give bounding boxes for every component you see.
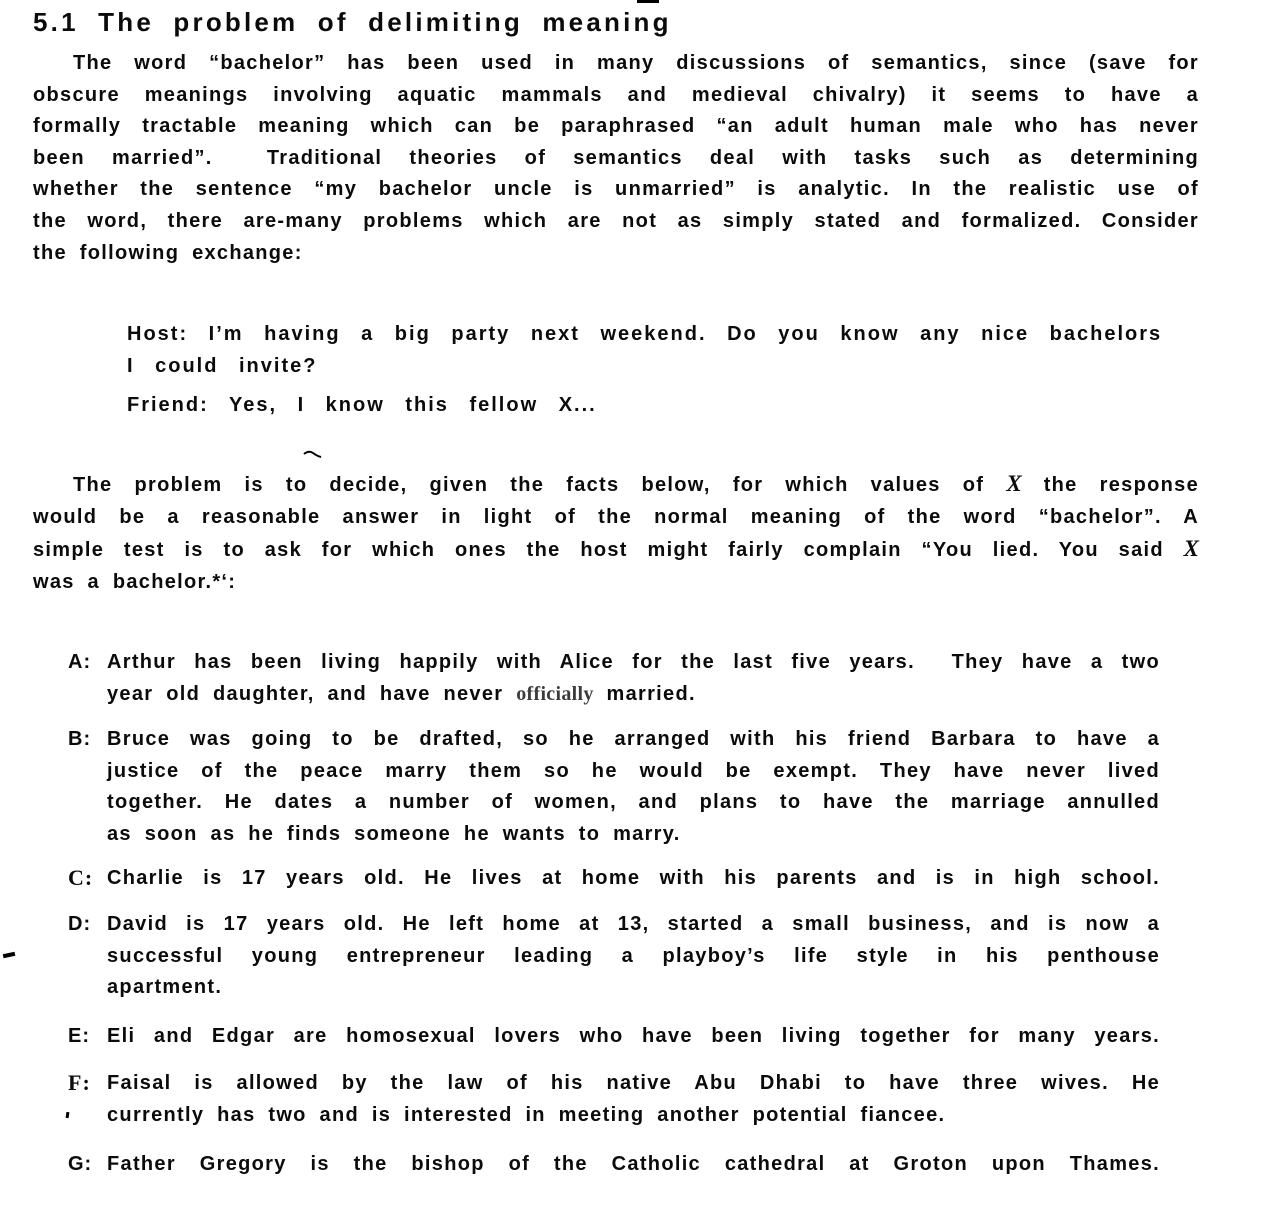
text-line: would be a reasonable answer in light of the normal meaning of the word “bachelor”. A [33,505,1199,528]
text-line [33,533,1199,567]
text-line: the following exchange: [33,241,303,264]
list-item-b [68,724,1160,850]
scan-artifact-tilde [303,446,323,456]
item-text [107,724,1160,850]
text-line: been married”. Traditional theories of semantics deal with tasks such as determining [33,146,1199,169]
item-text [107,1021,1160,1053]
text-line: currently has two and is interested in meeting another potential fiancee. [107,1103,946,1126]
text-segment: year old daughter, and have never [107,682,517,705]
officially-word: officially [516,682,594,705]
item-text [107,863,1160,895]
text-segment: married. [593,682,696,705]
text-line: Arthur has been living happily with Alice for the last five years. They have a two [107,651,1160,673]
host-line-1: Host: I’m having a big party next weekend. Do you know any nice bachelors [127,323,1163,345]
text-line: whether the sentence “my bachelor uncle is unmarried” is analytic. In the realistic use of [33,178,1199,201]
item-label-g: G: [68,1153,93,1175]
text-line: The word “bachelor” has been used in many discussions of semantics, since (save for [73,52,1199,74]
list-item-c [68,863,1160,895]
text-line: apartment. [107,976,223,999]
paragraph-intro [33,48,1199,269]
text-line [33,468,1199,502]
item-text [107,647,1160,710]
item-text [107,909,1160,1004]
text-line: as soon as he finds someone he wants to marry. [107,822,681,845]
item-label-d: D: [68,913,92,935]
item-label-e: E: [68,1025,90,1047]
text-line: Charlie is 17 years old. He lives at home with his parents and is in high school. [107,867,1160,889]
scan-artifact-margin-dash [3,952,15,958]
text-line: Faisal is allowed by the law of his native Abu Dhabi to have three wives. He [107,1072,1160,1094]
text-line: was a bachelor.*‘: [33,570,237,593]
tilde-mark-icon [303,449,323,459]
paragraph-problem [33,468,1199,598]
text-segment: the response [1021,474,1199,496]
list-item-e [68,1021,1160,1053]
host-line-2: I could invite? [127,355,318,377]
dialogue-block [127,318,1167,421]
text-line: together. He dates a number of women, and plans to have the marriage annulled [107,791,1160,814]
item-label-a: A: [68,651,92,673]
item-label-c: C: [68,865,94,890]
text-line: justice of the peace marry them so he would be exempt. They have never lived [107,759,1160,782]
text-line: David is 17 years old. He left home at 13, started a small business, and is now a [107,913,1160,935]
friend-line: Friend: Yes, I know this fellow X... [127,394,597,416]
list-item-f [68,1068,1160,1131]
text-segment: The problem is to decide, given the facts below, for which values of [73,474,1007,496]
item-text [107,1149,1160,1181]
list-item-a [68,647,1160,710]
text-segment: simple test is to ask for which ones the host might fairly complain “You lied. You said [33,539,1184,562]
item-label-b: B: [68,728,92,750]
variable-x: X [1006,471,1022,496]
item-text [107,1068,1160,1131]
scan-artifact-top-edge [637,0,659,3]
section-heading: 5.1 The problem of delimiting meaning [33,7,672,37]
text-line: Father Gregory is the bishop of the Catholic cathedral at Groton upon Thames. [107,1153,1160,1175]
text-line [107,679,1160,711]
list-item-d [68,909,1160,1004]
text-line: obscure meanings involving aquatic mammals and medieval chivalry) it seems to have a [33,83,1199,106]
text-line: Eli and Edgar are homosexual lovers who have been living together for many years. [107,1025,1160,1047]
text-line: successful young entrepreneur leading a playboy’s life style in his penthouse [107,944,1160,967]
text-line: formally tractable meaning which can be paraphrased “an adult human male who has never [33,115,1199,138]
text-line: Bruce was going to be drafted, so he arranged with his friend Barbara to have a [107,728,1160,750]
item-label-f: F: [68,1070,91,1095]
list-item-g [68,1149,1160,1181]
text-line: the word, there are-many problems which are not as simply stated and formalized. Consider [33,209,1199,232]
variable-x: X [1183,536,1199,562]
